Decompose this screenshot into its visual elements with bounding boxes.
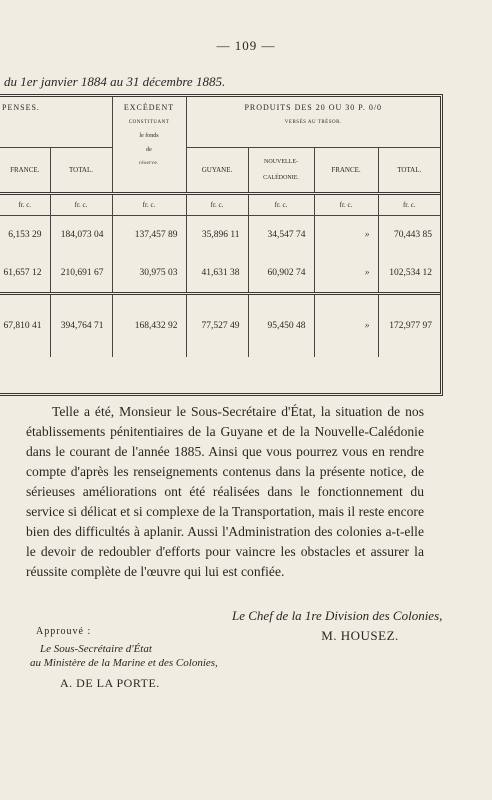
signature-block xyxy=(232,608,448,644)
units-row: fr. c. fr. c. fr. c. fr. c. fr. c. fr. c. fr. c. xyxy=(0,194,440,216)
page-number: — 109 — xyxy=(216,38,276,53)
signatory-name: M. HOUSEZ. xyxy=(321,628,399,643)
table-total-row: 67,810 41 394,764 71 168,432 92 77,527 49 95,450 48 » 172,977 97 xyxy=(0,294,440,358)
approver-title: Le Sous-Secrétaire d'État au Ministère de la Marine et des Colonies, xyxy=(30,643,218,669)
header-total-2: TOTAL. xyxy=(378,148,440,194)
expenses-table xyxy=(0,94,443,396)
header-france-2: FRANCE. xyxy=(314,148,378,194)
period-heading: du 1er janvier 1884 au 31 décembre 1885. xyxy=(4,74,226,89)
header-total: TOTAL. xyxy=(50,148,112,194)
table-row: 61,657 12 210,691 67 30,975 03 41,631 38 60,902 74 » 102,534 12 xyxy=(0,254,440,294)
approver-name: A. DE LA PORTE. xyxy=(60,676,160,690)
approval-label: Approuvé : xyxy=(36,626,92,637)
header-guyane: GUYANE. xyxy=(186,148,248,194)
header-excedent: EXCÉDENT CONSTITUANT le fonds de réserve. xyxy=(112,97,186,194)
header-france: FRANCE. xyxy=(0,148,50,194)
header-depenses: PENSES. xyxy=(0,97,112,148)
signatory-title: Le Chef de la 1re Division des Colonies, xyxy=(232,608,443,623)
body-paragraph: Telle a été, Monsieur le Sous-Secrétaire d'État, la situation de nos établissements pénitentiaires de la Guyane et de la Nouvelle-Calédonie dans le courant de l'année 1885. Ainsi que vous pourrez vous en rendre compte d'après les renseignements contenus dans la présente notice, de sérieuses améliorations ont été réalisées dans le fonctionnement du service si délicat et si complexe de la Transportation, mais il reste encore bien des difficultés à aplanir. Aussi l'Administration des colonies a-t-elle le devoir de redoubler d'efforts pour vaincre les obstacles et assurer la réussite complète de l'œuvre qui lui est confiée. xyxy=(26,404,424,579)
header-produits: PRODUITS DES 20 OU 30 P. 0/0 VERSÉS AU TRÉSOR. xyxy=(244,103,383,125)
header-nouvelle-caledonie: NOUVELLE- CALÉDONIE. xyxy=(248,148,314,194)
table-row: 6,153 29 184,073 04 137,457 89 35,896 11 34,547 74 » 70,443 85 xyxy=(0,216,440,255)
